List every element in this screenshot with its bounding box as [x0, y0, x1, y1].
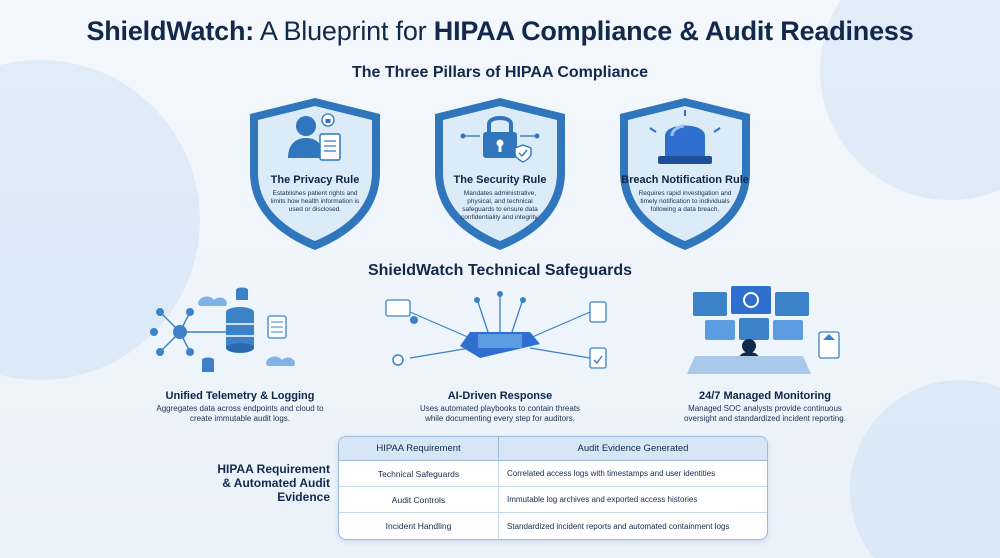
column-header-requirement: HIPAA Requirement: [339, 437, 499, 461]
page-title: [0, 16, 1000, 47]
safeguard-title: 24/7 Managed Monitoring: [698, 390, 831, 402]
evidence-cell: Standardized incident reports and automated containment logs: [507, 521, 730, 531]
audit-table-label: HIPAA Requirement & Automated Audit Evidence: [217, 462, 330, 504]
pillar-title: The Privacy Rule: [270, 174, 360, 186]
pillars-heading: The Three Pillars of HIPAA Compliance: [351, 64, 649, 81]
pillar-text: Establishes patient rights and limits how health information is used or disclosed.: [270, 190, 360, 213]
pillar-text: Mandates administrative, physical, and technical safeguards to ensure data confidentiality and integrity.: [461, 190, 539, 221]
pillar-security-rule: [425, 94, 575, 254]
table-row: [339, 461, 767, 487]
ai-chip-icon: [370, 282, 630, 382]
safeguard-text: Managed SOC analysts provide continuous oversight and standardized incident reporting.: [684, 404, 846, 423]
safeguard-text: Aggregates data across endpoints and cloud to create immutable audit logs.: [156, 404, 324, 423]
requirement-cell: Audit Controls: [339, 487, 499, 513]
person-document-icon: [240, 106, 390, 166]
safeguard-title: Unified Telemetry & Logging: [165, 390, 315, 402]
safeguard-managed-monitoring: [635, 282, 895, 432]
evidence-cell: Correlated access logs with timestamps and user identities: [499, 461, 767, 487]
pillar-title: The Security Rule: [453, 174, 547, 186]
table-row: [339, 513, 767, 539]
requirement-cell: Technical Safeguards: [339, 461, 499, 487]
title-middle: A Blueprint for: [254, 16, 434, 46]
safeguard-unified-telemetry: [110, 282, 370, 432]
title-brand: ShieldWatch:: [86, 16, 255, 46]
evidence-cell: Immutable log archives and exported access histories: [499, 487, 767, 513]
safeguard-text: Uses automated playbooks to contain threats while documenting every step for auditors.: [419, 404, 581, 423]
pillar-text: Requires rapid investigation and timely notification to individuals following a data breach.: [638, 190, 732, 213]
requirement-cell: Incident Handling: [339, 513, 499, 539]
padlock-circuit-icon: [425, 106, 575, 166]
pillar-privacy-rule: [240, 94, 390, 254]
database-network-icon: [110, 282, 370, 382]
pillar-title: Breach Notification Rule: [621, 174, 749, 186]
safeguard-ai-driven-response: [370, 282, 630, 432]
alarm-siren-icon: [610, 106, 760, 166]
title-bold: HIPAA Compliance & Audit Readiness: [433, 16, 914, 46]
table-header-row: [339, 437, 767, 461]
audit-evidence-table: [338, 436, 768, 540]
column-header-evidence: Audit Evidence Generated: [499, 437, 767, 461]
soc-monitors-icon: [635, 282, 895, 382]
pillar-breach-notification-rule: [610, 94, 760, 254]
safeguard-title: AI-Driven Response: [447, 390, 553, 402]
table-row: [339, 487, 767, 513]
safeguards-heading: ShieldWatch Technical Safeguards: [367, 262, 633, 279]
